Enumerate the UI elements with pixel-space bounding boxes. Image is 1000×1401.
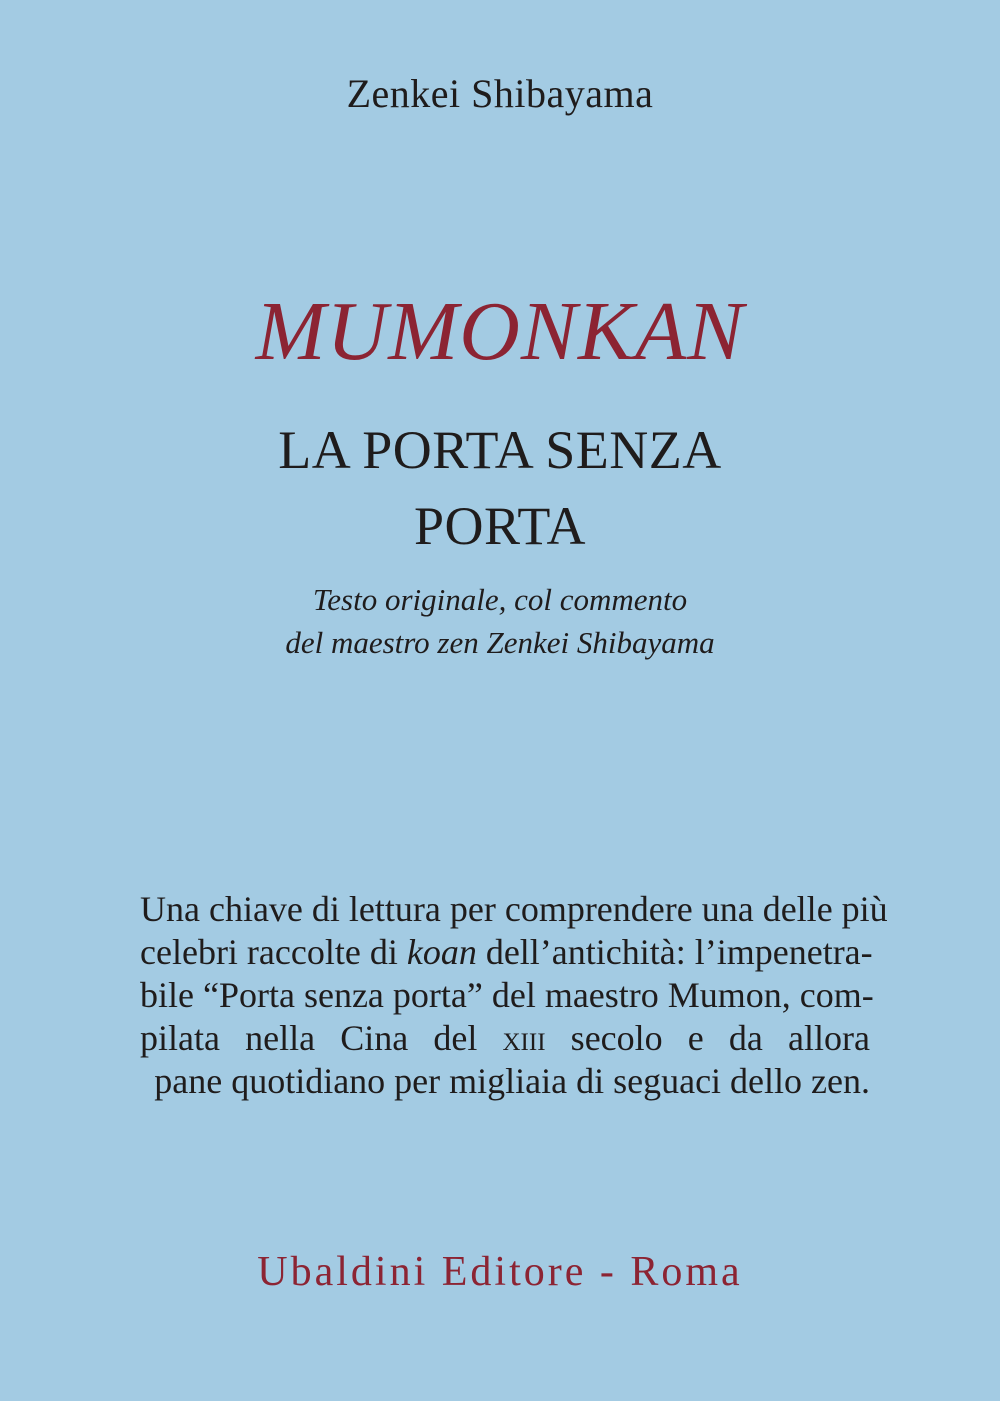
book-title: MUMONKAN (255, 285, 745, 378)
author-name: Zenkei Shibayama (346, 71, 654, 116)
blurb-line-5: pane quotidiano per migliaia di seguaci dello zen. (154, 1061, 870, 1101)
book-subtitle (0, 578, 1000, 664)
blurb-line-4-end: secolo e da allora (545, 1018, 870, 1058)
blurb-line-2-start: celebri raccolte di (140, 932, 407, 972)
blurb-line-4 (140, 1017, 870, 1060)
blurb-line-1: Una chiave di lettura per comprendere una delle più (140, 889, 888, 929)
publisher-name: Ubaldini Editore - Roma (257, 1249, 743, 1295)
blurb-line-2-end: dell’antichità: l’impenetra- (476, 932, 873, 972)
blurb-line-2 (140, 931, 873, 974)
blurb-line-3: bile “Porta senza porta” del maestro Mumon, com- (140, 975, 874, 1015)
book-title-secondary (0, 412, 1000, 564)
blurb-koan-italic: koan (406, 932, 477, 972)
subtitle-line-1: Testo originale, col commento (312, 582, 688, 617)
title-line-3: PORTA (414, 496, 586, 556)
blurb-century-numeral: xiii (502, 1018, 546, 1058)
title-line-2: LA PORTA SENZA (278, 420, 722, 480)
subtitle-line-2: del maestro zen Zenkei Shibayama (285, 625, 715, 660)
cover-blurb (140, 888, 888, 1103)
blurb-line-4-start: pilata nella Cina del (140, 1018, 503, 1058)
